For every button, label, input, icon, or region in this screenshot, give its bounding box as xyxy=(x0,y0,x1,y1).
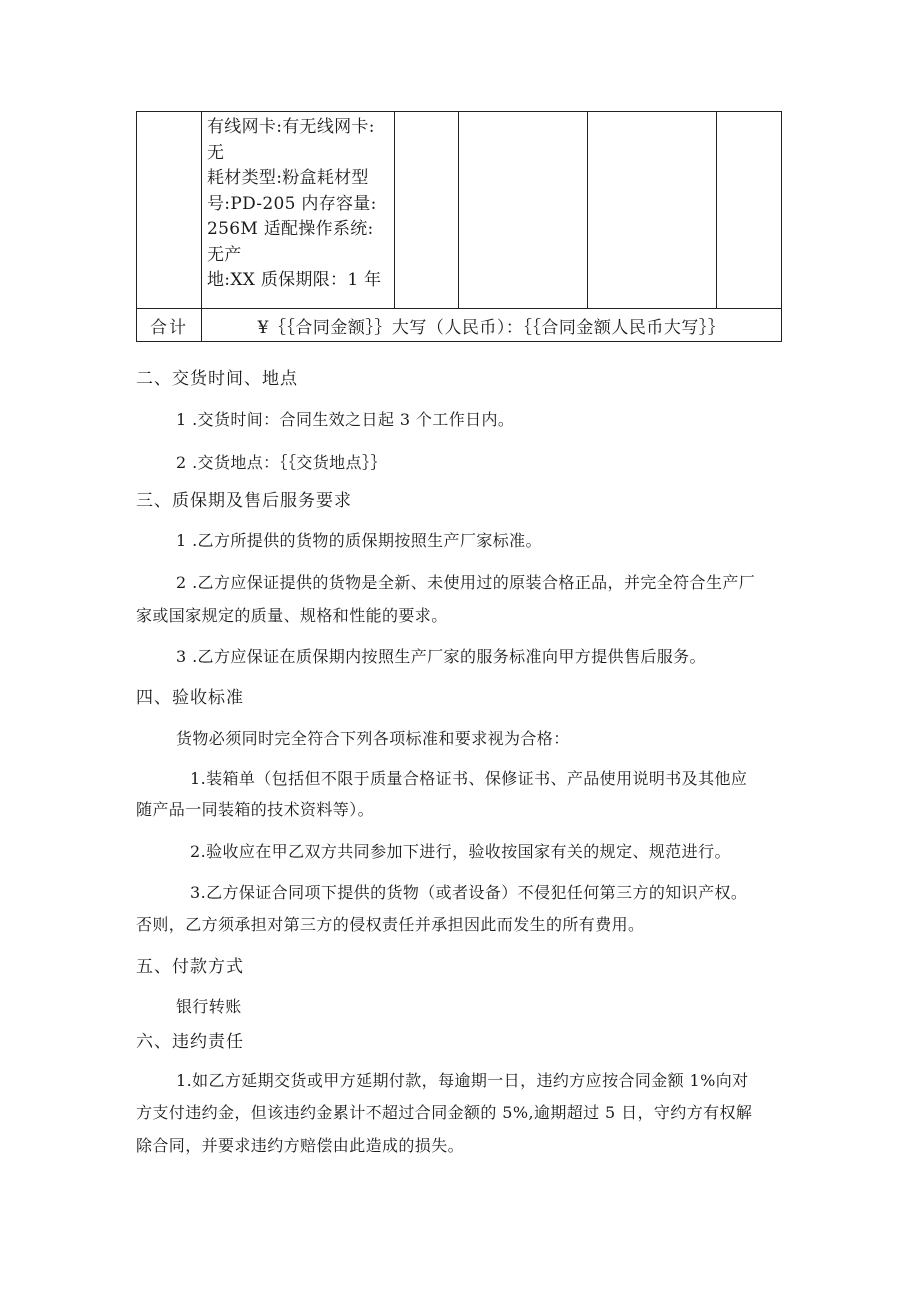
spec-description xyxy=(202,112,394,294)
table-row xyxy=(137,112,782,309)
table-cell-empty xyxy=(459,112,588,309)
table-cell-index xyxy=(137,112,202,309)
delivery-item-time: 1 .交货时间：合同生效之日起 3 个工作日内。 xyxy=(176,410,515,429)
warranty-heading: 三、质保期及售后服务要求 xyxy=(136,491,352,511)
table-cell-empty xyxy=(395,112,459,309)
spec-line: 256M 适配操作系统:无产 xyxy=(207,219,374,265)
warranty-item-2-line-1: 2 .乙方应保证提供的货物是全新、未使用过的原装合格正品，并完全符合生产厂 xyxy=(176,573,756,592)
acceptance-item-3-line-2: 否则，乙方须承担对第三方的侵权责任并承担因此而发生的所有费用。 xyxy=(136,915,645,934)
acceptance-intro: 货物必须同时完全符合下列各项标准和要求视为合格： xyxy=(176,729,570,748)
delivery-heading: 二、交货时间、地点 xyxy=(136,369,298,389)
table-cell-empty xyxy=(717,112,782,309)
acceptance-item-2: 2.验收应在甲乙双方共同参加下进行，验收按国家有关的规定、规范进行。 xyxy=(190,842,731,861)
payment-method: 银行转账 xyxy=(176,997,242,1016)
table-cell-spec xyxy=(202,112,395,309)
table-cell-empty xyxy=(588,112,717,309)
warranty-item-2-line-2: 家或国家规定的质量、规格和性能的要求。 xyxy=(136,606,448,625)
warranty-item-3: 3 .乙方应保证在质保期内按照生产厂家的服务标准向甲方提供售后服务。 xyxy=(176,647,706,666)
spec-line: 号:PD-205 内存容量: xyxy=(207,193,377,214)
breach-item-1-line-3: 除合同，并要求违约方赔偿由此造成的损失。 xyxy=(136,1136,465,1155)
table-row-total xyxy=(137,309,782,342)
spec-line: 地:XX 质保期限：1 年 xyxy=(207,270,382,290)
product-spec-table xyxy=(136,111,782,342)
spec-line: 耗材类型:粉盒耗材型 xyxy=(207,168,369,188)
spec-line: 有线网卡:有无线网卡:无 xyxy=(207,117,375,163)
acceptance-heading: 四、验收标准 xyxy=(136,688,244,708)
total-label: 合计 xyxy=(137,309,202,342)
breach-heading: 六、违约责任 xyxy=(136,1032,244,1052)
warranty-item-1: 1 .乙方所提供的货物的质保期按照生产厂家标准。 xyxy=(176,531,542,550)
acceptance-item-1-line-2: 随产品一同装箱的技术资料等）。 xyxy=(136,800,375,819)
payment-heading: 五、付款方式 xyxy=(136,957,244,977)
delivery-item-place: 2 .交货地点：｛｛交货地点｝｝ xyxy=(176,453,387,472)
total-value: ¥｛｛合同金额｝｝大写（人民币）：｛｛合同金额人民币大写｝｝ xyxy=(202,309,782,342)
acceptance-item-1-line-1: 1.装箱单（包括但不限于质量合格证书、保修证书、产品使用说明书及其他应 xyxy=(190,769,748,788)
breach-item-1-line-2: 方支付违约金，但该违约金累计不超过合同金额的 5%,逾期超过 5 日，守约方有权解 xyxy=(136,1103,753,1122)
acceptance-item-3-line-1: 3.乙方保证合同项下提供的货物（或者设备）不侵犯任何第三方的知识产权。 xyxy=(190,883,748,902)
breach-item-1-line-1: 1.如乙方延期交货或甲方延期付款，每逾期一日，违约方应按合同金额 1%向对 xyxy=(176,1071,749,1090)
